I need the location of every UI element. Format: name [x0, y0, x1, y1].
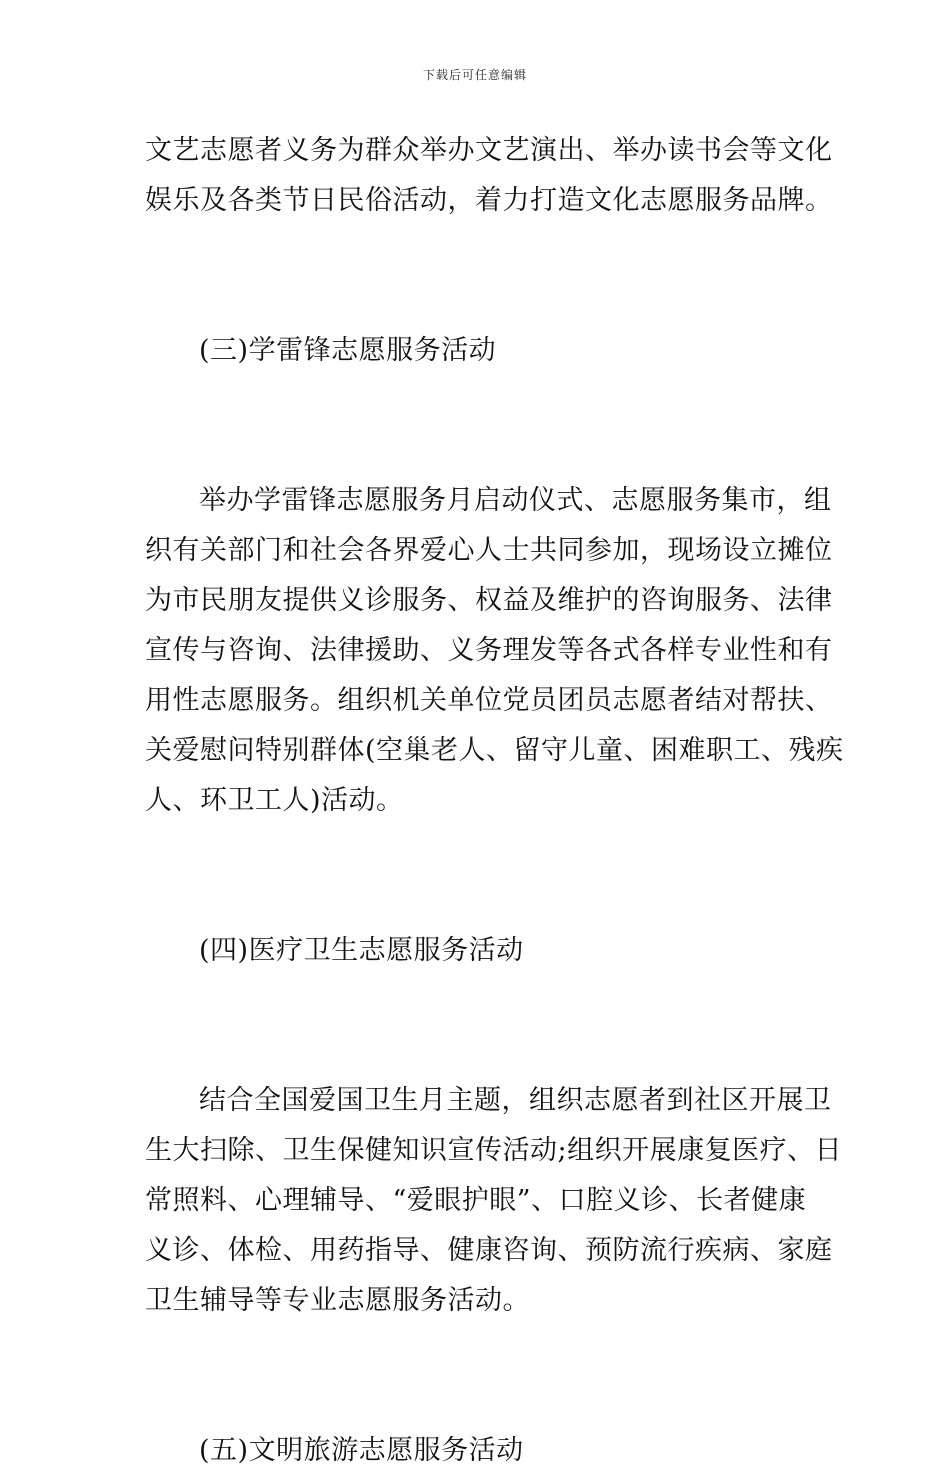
paragraph-line: 为市民朋友提供义诊服务、权益及维护的咨询服务、法律	[145, 585, 833, 616]
paragraph-line: 宣传与咨询、法律援助、义务理发等各式各样专业性和有	[145, 635, 833, 666]
document-body	[145, 126, 844, 1476]
paragraph-line: 娱乐及各类节日民俗活动，着力打造文化志愿服务品牌。	[145, 185, 833, 216]
paragraph-culture	[145, 126, 833, 226]
heading-text: (三)学雷锋志愿服务活动	[199, 335, 497, 366]
paragraph-line: 义诊、体检、用药指导、健康咨询、预防流行疾病、家庭	[145, 1235, 833, 1266]
paragraph-line: 生大扫除、卫生保健知识宣传活动;组织开展康复医疗、日	[145, 1135, 843, 1166]
section-gap	[145, 226, 810, 326]
header-note: 下载后可任意编辑	[422, 68, 527, 82]
paragraph-medical	[145, 1076, 843, 1326]
paragraph-line: 人、环卫工人)活动。	[145, 785, 404, 816]
heading-text: (五)文明旅游志愿服务活动	[199, 1435, 524, 1466]
paragraph-line: 织有关部门和社会各界爱心人士共同参加，现场设立摊位	[145, 535, 833, 566]
section-gap	[145, 826, 810, 926]
section-gap	[145, 976, 810, 1076]
paragraph-line: 文艺志愿者义务为群众举办文艺演出、举办读书会等文化	[145, 135, 833, 166]
section-heading-3	[145, 326, 810, 376]
paragraph-line: 关爱慰问特别群体(空巢老人、留守儿童、困难职工、残疾	[145, 735, 844, 766]
section-gap	[145, 376, 810, 476]
paragraph-line: 卫生辅导等专业志愿服务活动。	[145, 1285, 530, 1316]
section-gap	[145, 1326, 810, 1426]
section-heading-4	[145, 926, 810, 976]
paragraph-line: 举办学雷锋志愿服务月启动仪式、志愿服务集市，组	[199, 485, 832, 516]
heading-text: (四)医疗卫生志愿服务活动	[199, 935, 524, 966]
paragraph-line: 结合全国爱国卫生月主题，组织志愿者到社区开展卫	[199, 1085, 832, 1116]
section-heading-5	[145, 1426, 810, 1476]
paragraph-leifeng	[145, 476, 844, 826]
paragraph-line: 常照料、心理辅导、“爱眼护眼”、口腔义诊、长者健康	[145, 1185, 807, 1216]
paragraph-line: 用性志愿服务。组织机关单位党员团员志愿者结对帮扶、	[145, 685, 833, 716]
